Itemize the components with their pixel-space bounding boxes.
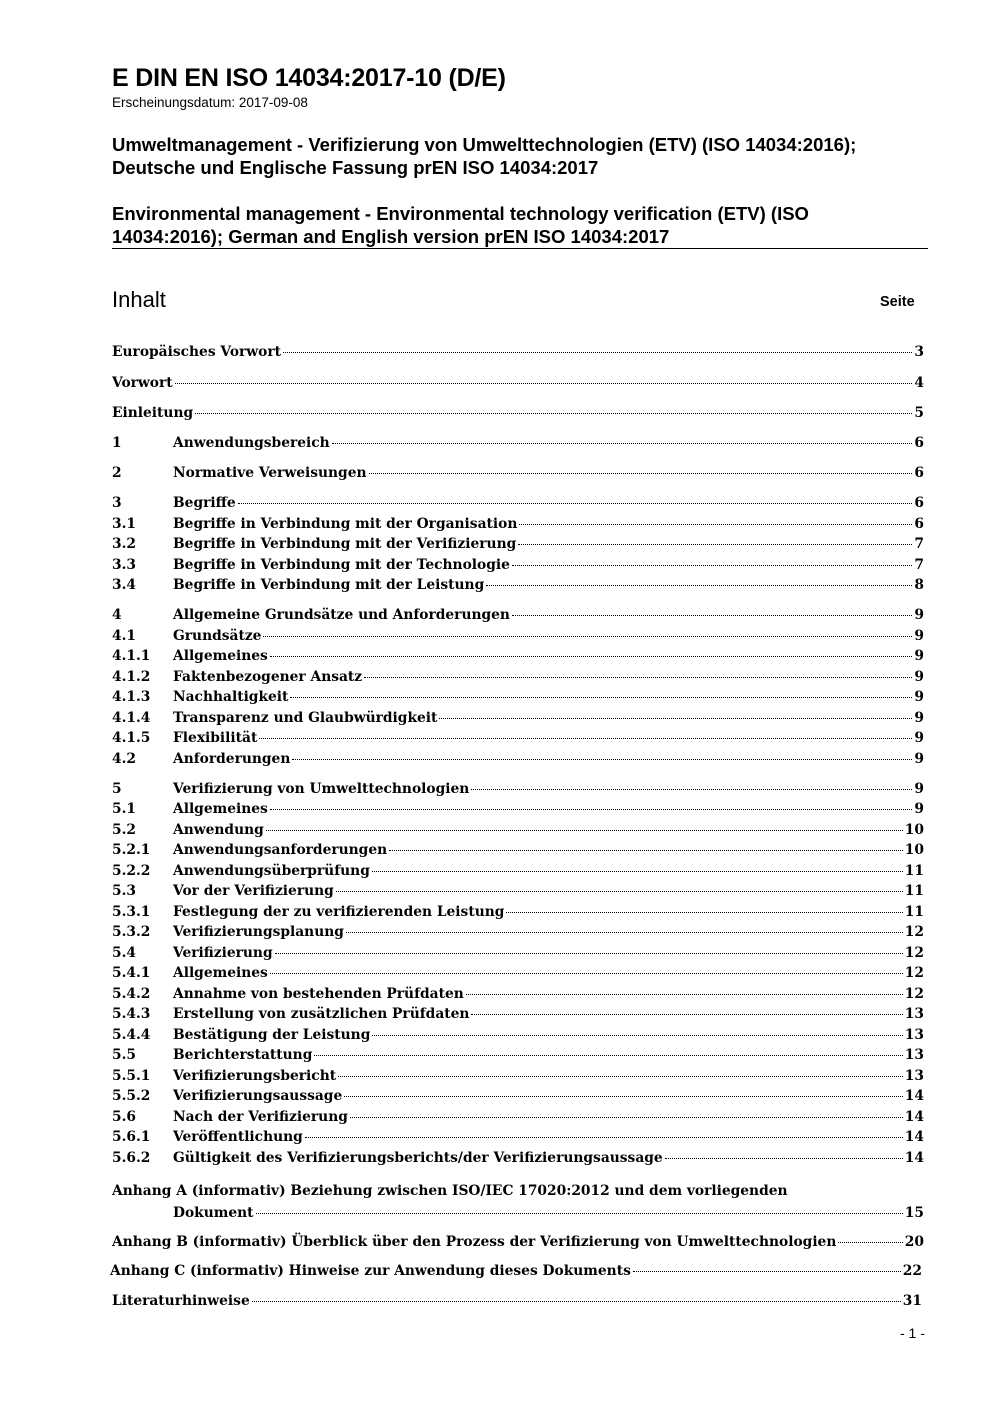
toc-entry[interactable] — [112, 945, 924, 966]
toc-entry[interactable] — [112, 435, 924, 456]
toc-page-number: 6 — [914, 515, 924, 532]
toc-section-number: 4.1.1 — [112, 648, 151, 664]
toc-section-number: 5.2.2 — [112, 862, 151, 879]
document-title: E DIN EN ISO 14034:2017-10 (D/E) — [112, 64, 506, 92]
toc-section-number: 5 — [112, 780, 122, 797]
toc-group — [112, 495, 924, 598]
toc-entry[interactable] — [112, 781, 924, 802]
toc-group — [112, 781, 924, 1171]
toc-leader-dots — [364, 677, 912, 678]
toc-entry[interactable] — [112, 375, 924, 396]
toc-page-number: 9 — [914, 750, 924, 767]
toc-page-number: 9 — [914, 709, 924, 726]
toc-section-title: Allgemeines — [173, 801, 268, 817]
toc-page-number: 9 — [914, 668, 924, 685]
toc-entry[interactable] — [112, 557, 924, 578]
toc-section-number: 4.1.2 — [112, 668, 151, 685]
toc-entry[interactable] — [112, 751, 924, 772]
toc-page-number: 12 — [904, 985, 924, 1002]
toc-leader-dots — [665, 1158, 903, 1159]
title-english-line-1: Environmental management - Environmental technology verification (ETV) (ISO — [112, 203, 809, 224]
title-german — [112, 133, 922, 179]
toc-leader-dots — [519, 524, 912, 525]
title-english — [112, 202, 922, 248]
toc-page-number: 14 — [904, 1129, 924, 1145]
toc-section-number: 5.3 — [112, 883, 137, 899]
toc-section-title: Verifizierungsbericht — [173, 1067, 337, 1084]
toc-section-number: 5.4 — [112, 944, 137, 961]
toc-entry[interactable] — [112, 924, 924, 945]
toc-section-title: Begriffe in Verbindung mit der Technologie — [173, 556, 510, 573]
toc-section-title: Europäisches Vorwort — [112, 344, 282, 360]
toc-leader-dots — [305, 1137, 903, 1138]
toc-leader-dots — [263, 636, 912, 637]
toc-section-title: Vorwort — [112, 374, 173, 391]
toc-section-number: 5.5.1 — [112, 1067, 151, 1084]
toc-entry[interactable] — [112, 822, 924, 843]
table-of-contents — [112, 344, 924, 1170]
toc-section-number: 5.4.4 — [112, 1026, 151, 1043]
page-number: - 1 - — [900, 1325, 925, 1341]
toc-section-number: 4.1 — [112, 627, 137, 644]
toc-section-title: Nachhaltigkeit — [173, 689, 289, 705]
toc-section-number: 3.3 — [112, 556, 137, 573]
toc-group — [112, 607, 924, 771]
toc-section-title: Anwendungsüberprüfung — [173, 862, 370, 879]
toc-entry[interactable] — [112, 986, 924, 1007]
toc-leader-dots — [350, 1117, 903, 1118]
toc-section-title: Begriffe — [173, 495, 236, 511]
toc-section-number: 4.1.4 — [112, 709, 151, 726]
toc-leader-dots — [256, 1213, 903, 1214]
toc-bibliography-title: Literaturhinweise — [112, 1293, 250, 1309]
toc-entry[interactable] — [112, 648, 924, 669]
toc-leader-dots — [344, 1096, 903, 1097]
toc-entry[interactable] — [112, 883, 924, 904]
toc-section-title: Anwendungsbereich — [173, 435, 330, 451]
toc-entry[interactable] — [112, 344, 924, 365]
toc-leader-dots — [252, 1301, 901, 1302]
toc-page-number: 13 — [904, 1006, 924, 1022]
title-english-line-2: 14034:2016); German and English version prEN ISO 14034:2017 — [112, 226, 670, 247]
toc-leader-dots — [486, 585, 912, 586]
toc-section-number: 3 — [112, 495, 122, 511]
toc-page-number: 9 — [914, 627, 924, 644]
toc-section-title: Vor der Verifizierung — [173, 883, 334, 899]
toc-page-number: 20 — [904, 1234, 924, 1250]
toc-entry[interactable] — [112, 405, 924, 426]
toc-entry[interactable] — [112, 1150, 924, 1171]
toc-section-number: 5.5.2 — [112, 1088, 151, 1104]
toc-section-title: Verifizierung von Umwelttechnologien — [173, 780, 470, 797]
toc-leader-dots — [506, 912, 902, 913]
toc-section-number: 4 — [112, 607, 122, 623]
toc-leader-dots — [175, 383, 913, 384]
toc-section-title: Allgemeines — [173, 965, 268, 981]
toc-entry[interactable] — [112, 1068, 924, 1089]
toc-entry[interactable] — [112, 628, 924, 649]
toc-section-number: 5.3.1 — [112, 903, 151, 920]
toc-page-number: 7 — [914, 536, 924, 552]
toc-page-number: 14 — [904, 1108, 924, 1125]
toc-page-number: 13 — [904, 1067, 924, 1084]
toc-entry[interactable] — [112, 1027, 924, 1048]
toc-annex-c-title: Anhang C (informativ) Hinweise zur Anwendung dieses Dokuments — [110, 1263, 631, 1279]
toc-section-number: 5.2 — [112, 821, 137, 838]
toc-annex-a-title-line-2: Dokument — [173, 1205, 254, 1221]
toc-page-number: 9 — [914, 607, 924, 623]
toc-section-title: Allgemeines — [173, 648, 268, 664]
toc-entry[interactable] — [112, 1006, 924, 1027]
toc-section-number: 5.2.1 — [112, 842, 151, 858]
toc-section-title: Allgemeine Grundsätze und Anforderungen — [173, 607, 510, 623]
toc-page-number: 8 — [914, 577, 924, 593]
toc-section-number: 5.4.3 — [112, 1006, 151, 1022]
toc-heading: Inhalt — [112, 287, 166, 312]
toc-section-title: Anforderungen — [173, 750, 291, 767]
toc-leader-dots — [290, 697, 912, 698]
toc-section-number: 5.4.1 — [112, 965, 151, 981]
toc-section-title: Normative Verweisungen — [173, 465, 367, 481]
toc-section-number: 5.6.2 — [112, 1149, 151, 1166]
toc-section-title: Begriffe in Verbindung mit der Verifizierung — [173, 536, 517, 552]
toc-page-number: 7 — [914, 556, 924, 573]
toc-entry[interactable] — [112, 516, 924, 537]
toc-section-title: Berichterstattung — [173, 1047, 313, 1063]
toc-leader-dots — [369, 473, 913, 474]
toc-page-number: 10 — [904, 821, 924, 838]
toc-entry[interactable] — [112, 863, 924, 884]
toc-leader-dots — [283, 352, 912, 353]
publication-date: Erscheinungsdatum: 2017-09-08 — [112, 95, 308, 110]
toc-section-number: 3.2 — [112, 536, 137, 552]
toc-page-number: 9 — [914, 730, 924, 746]
toc-page-number: 9 — [914, 801, 924, 817]
toc-leader-dots — [336, 891, 903, 892]
toc-section-number: 4.2 — [112, 750, 137, 767]
toc-entry[interactable] — [112, 1047, 924, 1068]
toc-page-number: 6 — [914, 495, 924, 511]
toc-bibliography[interactable] — [112, 1293, 922, 1314]
toc-group — [112, 405, 924, 426]
toc-leader-dots — [338, 1076, 903, 1077]
title-german-line-2: Deutsche und Englische Fassung prEN ISO 14034:2017 — [112, 157, 599, 178]
toc-entry[interactable] — [112, 669, 924, 690]
toc-section-number: 3.1 — [112, 515, 137, 532]
toc-page-number: 14 — [904, 1088, 924, 1104]
toc-page-number: 12 — [904, 924, 924, 940]
toc-section-title: Begriffe in Verbindung mit der Leistung — [173, 577, 485, 593]
toc-page-number: 9 — [914, 689, 924, 705]
toc-section-title: Faktenbezogener Ansatz — [173, 668, 363, 685]
toc-annex-b-title: Anhang B (informativ) Überblick über den Prozess der Verifizierung von Umwelttechnologien — [112, 1234, 837, 1250]
toc-leader-dots — [512, 615, 912, 616]
toc-leader-dots — [633, 1271, 901, 1272]
toc-leader-dots — [372, 1035, 902, 1036]
toc-leader-dots — [270, 809, 913, 810]
toc-section-title: Anwendung — [173, 821, 264, 838]
toc-annex-b[interactable] — [112, 1234, 924, 1255]
toc-section-title: Flexibilität — [173, 730, 258, 746]
toc-section-number: 5.6.1 — [112, 1129, 151, 1145]
toc-section-number: 4.1.3 — [112, 689, 151, 705]
toc-leader-dots — [270, 973, 903, 974]
toc-section-number: 3.4 — [112, 577, 137, 593]
toc-page-number: 11 — [904, 903, 924, 920]
toc-section-title: Anwendungsanforderungen — [173, 842, 388, 858]
toc-entry[interactable] — [112, 495, 924, 516]
toc-page-number: 6 — [914, 465, 924, 481]
toc-leader-dots — [292, 759, 912, 760]
toc-entry[interactable] — [112, 465, 924, 486]
toc-section-title: Einleitung — [112, 404, 194, 421]
toc-leader-dots — [314, 1055, 902, 1056]
toc-section-number: 5.1 — [112, 801, 137, 817]
toc-section-title: Verifizierungsaussage — [173, 1088, 343, 1104]
toc-leader-dots — [266, 830, 903, 831]
toc-page-label: Seite — [880, 294, 915, 310]
toc-leader-dots — [439, 718, 912, 719]
header-divider — [112, 248, 928, 249]
toc-leader-dots — [195, 413, 912, 414]
toc-page-number: 13 — [904, 1026, 924, 1043]
toc-page-number: 9 — [914, 780, 924, 797]
toc-entry[interactable] — [112, 842, 924, 863]
toc-section-title: Festlegung der zu verifizierenden Leistung — [173, 903, 505, 920]
toc-section-number: 5.6 — [112, 1108, 137, 1125]
toc-entry[interactable] — [112, 904, 924, 925]
toc-annex-c[interactable] — [110, 1263, 922, 1284]
toc-section-number: 5.3.2 — [112, 924, 151, 940]
toc-entry[interactable] — [112, 536, 924, 557]
toc-leader-dots — [389, 850, 903, 851]
toc-section-title: Veröffentlichung — [173, 1129, 303, 1145]
toc-leader-dots — [270, 656, 913, 657]
toc-page-number: 10 — [904, 842, 924, 858]
toc-leader-dots — [518, 544, 912, 545]
toc-entry[interactable] — [112, 801, 924, 822]
toc-entry[interactable] — [112, 1129, 924, 1150]
toc-section-title: Nach der Verifizierung — [173, 1108, 348, 1125]
toc-section-title: Transparenz und Glaubwürdigkeit — [173, 709, 438, 726]
title-german-line-1: Umweltmanagement - Verifizierung von Umwelttechnologien (ETV) (ISO 14034:2016); — [112, 134, 857, 155]
toc-page-number: 14 — [904, 1149, 924, 1166]
toc-section-title: Verifizierung — [173, 944, 273, 961]
toc-entry[interactable] — [112, 689, 924, 710]
toc-section-number: 5.5 — [112, 1047, 137, 1063]
toc-leader-dots — [838, 1242, 902, 1243]
toc-page-number: 22 — [902, 1263, 922, 1279]
toc-page-number: 15 — [904, 1205, 924, 1221]
toc-entry[interactable] — [112, 607, 924, 628]
toc-entry[interactable] — [112, 730, 924, 751]
toc-group — [112, 344, 924, 365]
toc-leader-dots — [275, 953, 903, 954]
toc-group — [112, 435, 924, 456]
toc-leader-dots — [238, 503, 913, 504]
toc-section-title: Begriffe in Verbindung mit der Organisation — [173, 515, 518, 532]
toc-entry[interactable] — [112, 577, 924, 598]
toc-page-number: 5 — [914, 404, 924, 421]
toc-annex-a[interactable] — [112, 1183, 924, 1226]
toc-leader-dots — [471, 789, 912, 790]
toc-page-number: 11 — [904, 862, 924, 879]
toc-leader-dots — [466, 994, 903, 995]
toc-leader-dots — [259, 738, 912, 739]
toc-page-number: 31 — [902, 1293, 922, 1309]
toc-section-title: Verifizierungsplanung — [173, 924, 344, 940]
toc-section-title: Gültigkeit des Verifizierungsberichts/der Verifizierungsaussage — [173, 1149, 663, 1166]
toc-page-number: 6 — [914, 435, 924, 451]
toc-section-title: Bestätigung der Leistung — [173, 1026, 371, 1043]
toc-page-number: 9 — [914, 648, 924, 664]
toc-section-number: 5.4.2 — [112, 985, 151, 1002]
toc-page-number: 4 — [914, 374, 924, 391]
toc-section-number: 1 — [112, 435, 122, 451]
toc-entry[interactable] — [112, 1109, 924, 1130]
toc-section-number: 2 — [112, 465, 122, 481]
toc-leader-dots — [372, 871, 903, 872]
toc-entry[interactable] — [112, 1088, 924, 1109]
toc-annex-a-title-line-1: Anhang A (informativ) Beziehung zwischen ISO/IEC 17020:2012 und dem vorliegenden — [112, 1183, 788, 1199]
toc-page-number: 12 — [904, 965, 924, 981]
toc-leader-dots — [471, 1014, 902, 1015]
toc-section-title: Erstellung von zusätzlichen Prüfdaten — [173, 1006, 470, 1022]
toc-leader-dots — [512, 565, 912, 566]
toc-group — [112, 465, 924, 486]
toc-entry[interactable] — [112, 710, 924, 731]
toc-entry[interactable] — [112, 965, 924, 986]
toc-group — [112, 375, 924, 396]
toc-section-title: Annahme von bestehenden Prüfdaten — [173, 985, 464, 1002]
toc-page-number: 3 — [914, 344, 924, 360]
toc-section-title: Grundsätze — [173, 627, 262, 644]
toc-page-number: 12 — [904, 944, 924, 961]
toc-leader-dots — [346, 932, 903, 933]
toc-page-number: 13 — [904, 1047, 924, 1063]
toc-section-number: 4.1.5 — [112, 730, 151, 746]
toc-page-number: 11 — [904, 883, 924, 899]
toc-leader-dots — [332, 443, 913, 444]
